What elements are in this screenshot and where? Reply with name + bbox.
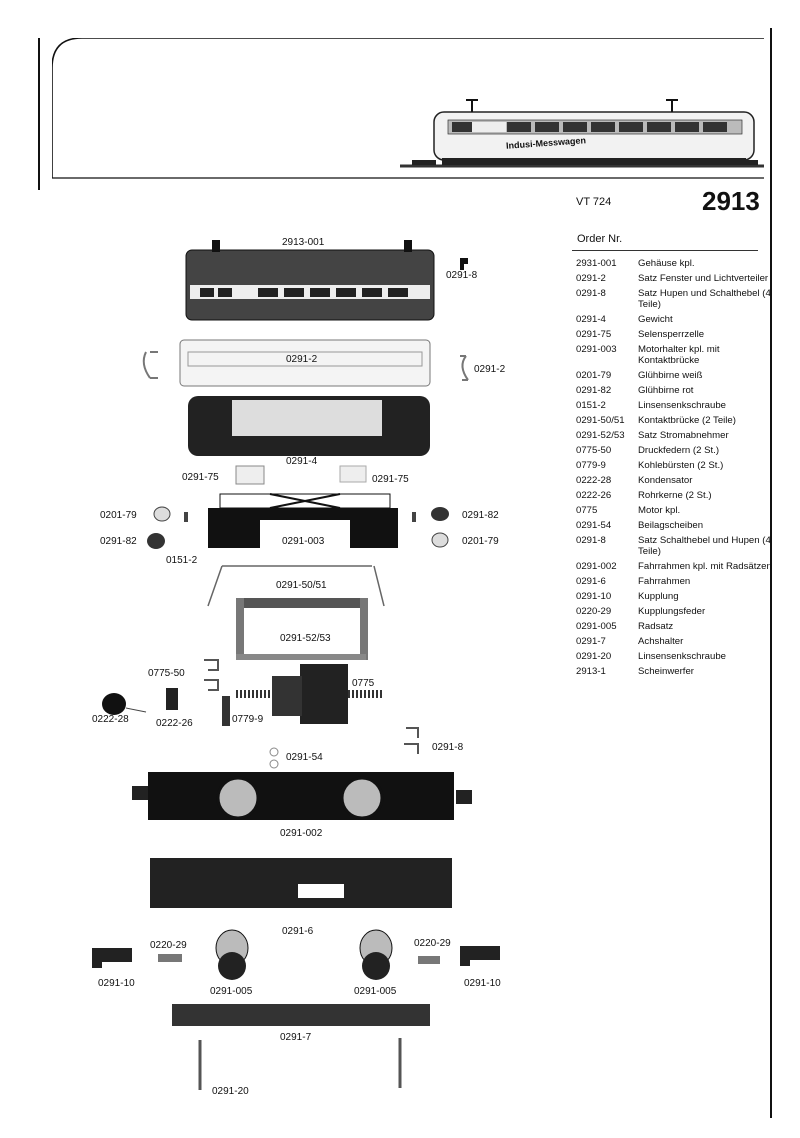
label-bulb-white-left: 0201-79 xyxy=(100,510,137,521)
parts-list-row xyxy=(576,606,776,617)
part-number: 0291-2 xyxy=(576,273,606,284)
parts-list-row xyxy=(576,329,776,340)
part-description: Fahrrahmen kpl. mit Radsätzen xyxy=(638,561,772,572)
parts-list-row xyxy=(576,370,776,381)
part-description: Motor kpl. xyxy=(638,505,681,516)
part-number: 0291-82 xyxy=(576,385,612,396)
label-pickups: 0291-52/53 xyxy=(280,633,331,644)
parts-list-row xyxy=(576,385,776,396)
label-wheelset-right: 0291-005 xyxy=(354,986,397,997)
label-selen-right: 0291-75 xyxy=(372,474,409,485)
order-divider xyxy=(572,250,758,251)
part-description: Satz Schalthebel und Hupen (4 Teile) xyxy=(638,535,771,557)
parts-list-row xyxy=(576,621,776,632)
part-description: Gewicht xyxy=(638,314,673,325)
part-number: 0291-52/53 xyxy=(576,430,625,441)
part-description: Kondensator xyxy=(638,475,693,486)
pickup-part xyxy=(236,598,368,660)
brushes-part xyxy=(222,696,230,726)
parts-list-row xyxy=(576,505,776,516)
parts-list-row xyxy=(576,576,776,587)
parts-list-row xyxy=(576,651,776,662)
parts-list-row xyxy=(576,535,776,557)
part-description: Druckfedern (2 St.) xyxy=(638,445,720,456)
capacitor-part xyxy=(102,693,126,715)
part-description: Rohrkerne (2 St.) xyxy=(638,490,712,501)
part-number: 0291-005 xyxy=(576,621,617,632)
label-horn-lower: 0291-8 xyxy=(432,742,464,753)
label-bulb-red-right: 0291-82 xyxy=(462,510,499,521)
axle-holder-part xyxy=(172,1004,430,1026)
part-description: Satz Fenster und Lichtverteiler xyxy=(638,273,769,284)
part-description: Satz Hupen und Schalthebel (4 Teile) xyxy=(638,288,771,310)
part-number: 0291-50/51 xyxy=(576,415,625,426)
label-chassis-complete: 0291-002 xyxy=(280,828,323,839)
label-wheelset-left: 0291-005 xyxy=(210,986,253,997)
parts-list-row xyxy=(576,490,776,501)
weight-part xyxy=(188,396,430,456)
label-housing: 2913-001 xyxy=(282,237,325,248)
order-heading: Order Nr. xyxy=(577,233,623,245)
chassis-complete-part xyxy=(132,772,472,820)
part-number: 0291-54 xyxy=(576,520,612,531)
housing-part xyxy=(186,240,434,320)
parts-list-row xyxy=(576,636,776,647)
part-description: Kupplung xyxy=(638,591,679,602)
part-description: Motorhalter kpl. mit Kontaktbrücke xyxy=(638,344,720,366)
parts-list-row xyxy=(576,288,776,310)
label-bulb-red-left: 0291-82 xyxy=(100,536,137,547)
catalog-number: 2913 xyxy=(702,186,760,216)
parts-list-row xyxy=(576,445,776,456)
label-windows-center: 0291-2 xyxy=(286,354,318,365)
part-description: Kontaktbrücke (2 Teile) xyxy=(638,415,736,426)
parts-list-row xyxy=(576,591,776,602)
parts-list-row xyxy=(576,273,776,284)
part-number: 0222-28 xyxy=(576,475,612,486)
parts-list-row xyxy=(576,344,776,366)
parts-list-row xyxy=(576,430,776,441)
parts-list-row xyxy=(576,314,776,325)
springs-part xyxy=(204,660,218,690)
part-description: Scheinwerfer xyxy=(638,666,694,677)
label-spring-right: 0220-29 xyxy=(414,938,451,949)
label-coupling-right: 0291-10 xyxy=(464,978,501,989)
wheelset-left-part xyxy=(216,930,248,980)
label-axle-holder: 0291-7 xyxy=(280,1032,312,1043)
selen-cell-left xyxy=(236,466,264,484)
label-lens-screw: 0291-20 xyxy=(212,1086,249,1097)
part-number: 0291-7 xyxy=(576,636,606,647)
label-brushes: 0779-9 xyxy=(232,714,264,725)
part-number: 0291-20 xyxy=(576,651,612,662)
label-bulb-white-right: 0201-79 xyxy=(462,536,499,547)
car-lettering: Indusi-Messwagen xyxy=(505,135,587,151)
part-description: Glühbirne weiß xyxy=(638,370,703,381)
label-springs: 0775-50 xyxy=(148,668,185,679)
part-number: 0151-2 xyxy=(576,400,606,411)
part-number: 0220-29 xyxy=(576,606,612,617)
spring-left-part xyxy=(158,954,182,962)
part-description: Kupplungsfeder xyxy=(638,606,706,617)
part-description: Glühbirne rot xyxy=(638,385,694,396)
part-description: Linsensenkschraube xyxy=(638,400,727,411)
parts-list-row xyxy=(576,400,776,411)
label-selen-left: 0291-75 xyxy=(182,472,219,483)
part-description: Beilagscheiben xyxy=(638,520,704,531)
label-horn-top: 0291-8 xyxy=(446,270,478,281)
part-description: Gehäuse kpl. xyxy=(638,258,695,269)
part-description: Linsensenkschraube xyxy=(638,651,727,662)
part-description: Satz Stromabnehmer xyxy=(638,430,729,441)
selen-cell-right xyxy=(340,466,366,482)
model-code: VT 724 xyxy=(576,196,612,208)
part-description: Radsatz xyxy=(638,621,674,632)
part-number: 0291-75 xyxy=(576,329,612,340)
label-screw: 0151-2 xyxy=(166,555,198,566)
part-number: 0222-26 xyxy=(576,490,612,501)
chassis-part xyxy=(150,858,452,908)
washers-part xyxy=(270,748,278,756)
wheelset-right-part xyxy=(360,930,392,980)
part-number: 0291-003 xyxy=(576,344,617,355)
parts-list-row xyxy=(576,561,776,572)
part-number: 0291-002 xyxy=(576,561,617,572)
cores-part xyxy=(166,688,178,710)
coupling-right-part xyxy=(460,946,500,966)
parts-list xyxy=(576,258,776,681)
horn-part xyxy=(460,258,468,270)
label-coupling-left: 0291-10 xyxy=(98,978,135,989)
label-spring-left: 0220-29 xyxy=(150,940,187,951)
part-number: 0291-8 xyxy=(576,535,606,546)
part-description: Kohlebürsten (2 St.) xyxy=(638,460,724,471)
parts-list-row xyxy=(576,666,776,677)
label-motor: 0775 xyxy=(352,678,375,689)
part-number: 0291-10 xyxy=(576,591,612,602)
lens-screw-part xyxy=(200,1038,400,1090)
part-description: Selensperrzelle xyxy=(638,329,705,340)
label-washers: 0291-54 xyxy=(286,752,323,763)
parts-list-row xyxy=(576,460,776,471)
label-capacitor: 0222-28 xyxy=(92,714,129,725)
part-number: 2913-1 xyxy=(576,666,606,677)
label-chassis: 0291-6 xyxy=(282,926,314,937)
part-number: 0779-9 xyxy=(576,460,606,471)
part-number: 0291-6 xyxy=(576,576,606,587)
parts-list-row xyxy=(576,520,776,531)
spring-right-part xyxy=(418,956,440,964)
part-number: 0775-50 xyxy=(576,445,612,456)
part-description: Achshalter xyxy=(638,636,684,647)
part-number: 0291-4 xyxy=(576,314,606,325)
part-number: 2931-001 xyxy=(576,258,617,269)
parts-list-row xyxy=(576,475,776,486)
part-number: 0775 xyxy=(576,505,598,516)
parts-list-row xyxy=(576,415,776,426)
label-cores: 0222-26 xyxy=(156,718,193,729)
label-motor-holder: 0291-003 xyxy=(282,536,325,547)
parts-list-row xyxy=(576,258,776,269)
part-number: 0201-79 xyxy=(576,370,612,381)
coupling-left-part xyxy=(92,948,132,968)
label-windows-right: 0291-2 xyxy=(474,364,506,375)
part-description: Fahrrahmen xyxy=(638,576,691,587)
label-weight: 0291-4 xyxy=(286,456,318,467)
label-contact-bridge: 0291-50/51 xyxy=(276,580,327,591)
part-number: 0291-8 xyxy=(576,288,606,299)
